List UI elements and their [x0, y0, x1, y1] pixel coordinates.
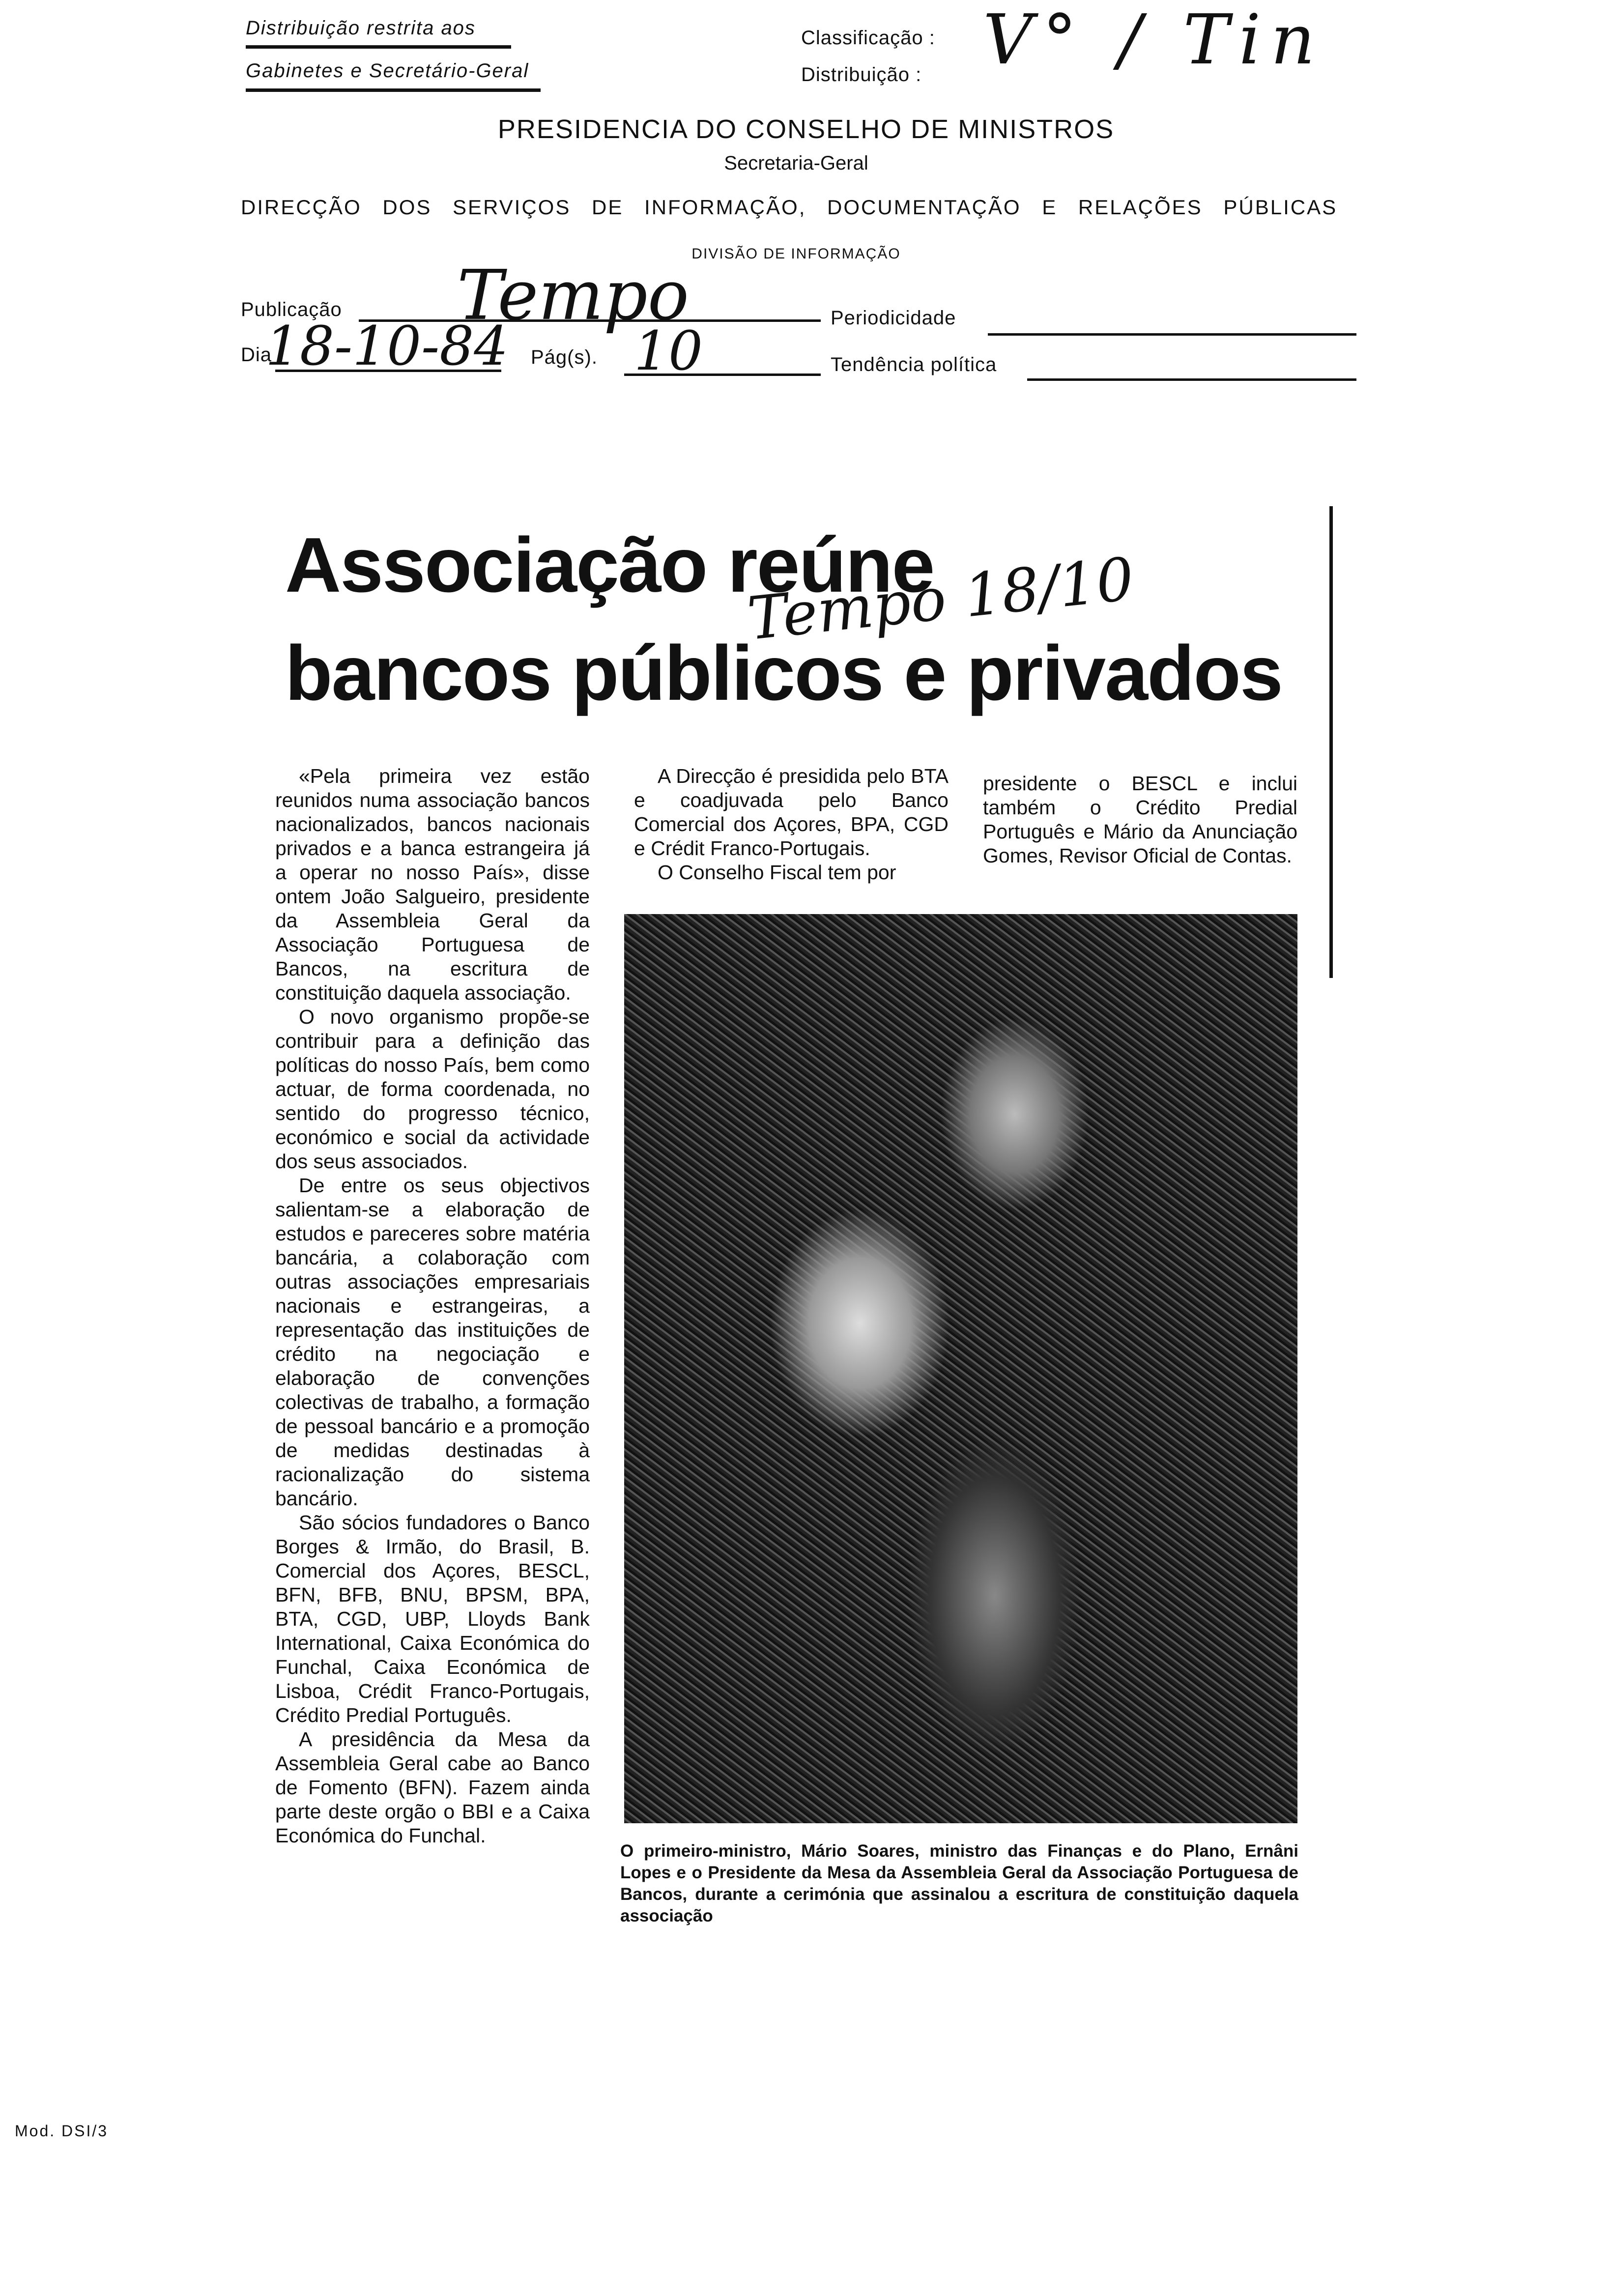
publicacao-value: Tempo [457, 256, 690, 336]
paragraph: O Conselho Fiscal tem por [658, 861, 896, 884]
article-column-1 [275, 764, 590, 1848]
headline-line1: Associação reúne [285, 522, 934, 608]
paragraph: «Pela primeira vez estão reunidos numa associação bancos nacionalizados, bancos nacionais privados e a banca estrangeira já a operar no nosso País», disse ontem João Salgueiro, presidente da Assembleia Geral da Associação Portuguesa de Bancos, na escritura de constituição daquela associação. [275, 765, 590, 1004]
publicacao-label: Publicação [241, 299, 342, 320]
form-code: Mod. DSI/3 [15, 2122, 109, 2140]
secretariat: Secretaria-Geral [724, 152, 868, 174]
pags-label: Pág(s). [531, 346, 598, 368]
division: DIVISÃO DE INFORMAÇÃO [691, 246, 901, 262]
paragraph: A presidência da Mesa da Assembleia Geral cabe ao Banco de Fomento (BFN). Fazem ainda parte deste orgão o BBI e a Caixa Económica do Funchal. [275, 1728, 590, 1847]
pags-value: 10 [634, 319, 703, 382]
article-column-2 [634, 764, 949, 885]
dia-label: Dia [241, 344, 272, 366]
headline-line2: bancos públicos e privados [285, 630, 1282, 717]
directorate: DIRECÇÃO DOS SERVIÇOS DE INFORMAÇÃO, DOCUMENTAÇÃO E RELAÇÕES PÚBLICAS [241, 196, 1338, 219]
paragraph: A Direcção é presidida pelo BTA e coadjuvada pelo Banco Comercial dos Açores, BPA, CGD e Crédit Franco-Portugais. [634, 765, 949, 860]
distribution-note-line2: Gabinetes e Secretário-Geral [246, 60, 529, 82]
article-photo [624, 914, 1297, 1823]
tendencia-line [1027, 378, 1356, 381]
classificacao-label: Classificação : [801, 27, 935, 49]
underline [246, 88, 541, 92]
institution-title: PRESIDENCIA DO CONSELHO DE MINISTROS [497, 115, 1115, 144]
distribuicao-label: Distribuição : [801, 64, 922, 86]
photo-caption: O primeiro-ministro, Mário Soares, ministro das Finanças e do Plano, Ernâni Lopes e o Presidente da Mesa da Assembleia Geral da Associação Portuguesa de Bancos, durante a cerimónia que assinalou a escritura de constituição daquela associação [620, 1841, 1298, 1925]
classificacao-handwritten-value: V° / Tin [983, 0, 1325, 80]
paragraph: De entre os seus objectivos salientam-se a elaboração de estudos e pareceres sobre matéria bancária, a colaboração com outras associações empresariais nacionais e estrangeiras, a representação das instituições de crédito na negociação e elaboração de convenções colectivas de trabalho, a formação de pessoal bancário e a promoção de medidas destinadas à racionalização do sistema bancário. [275, 1174, 590, 1510]
article-border-line [1329, 506, 1333, 978]
distribution-note-line1: Distribuição restrita aos [246, 17, 476, 39]
periodicidade-line [988, 333, 1356, 336]
paragraph: São sócios fundadores o Banco Borges & Irmão, do Brasil, B. Comercial dos Açores, BESCL, BFN, BFB, BNU, BPSM, BPA, BTA, CGD, UBP, Lloyds Bank International, Caixa Económica do Funchal, Caixa Económica de Lisboa, Crédit Franco-Portugais, Crédito Predial Português. [275, 1511, 590, 1726]
article-column-3 [983, 772, 1297, 868]
handwritten-note: Tempo 18/10 [744, 545, 1137, 654]
paragraph: O novo organismo propõe-se contribuir para a definição das políticas do nosso País, bem como actuar, de forma coordenada, no sentido do progresso técnico, económico e social da actividade dos seus associados. [275, 1005, 590, 1173]
periodicidade-label: Periodicidade [831, 307, 956, 329]
tendencia-label: Tendência política [831, 354, 997, 375]
paragraph: presidente o BESCL e inclui também o Crédito Predial Português e Mário da Anunciação Gomes, Revisor Oficial de Contas. [983, 772, 1297, 867]
dia-value: 18-10-84 [265, 315, 509, 377]
underline [246, 45, 511, 49]
